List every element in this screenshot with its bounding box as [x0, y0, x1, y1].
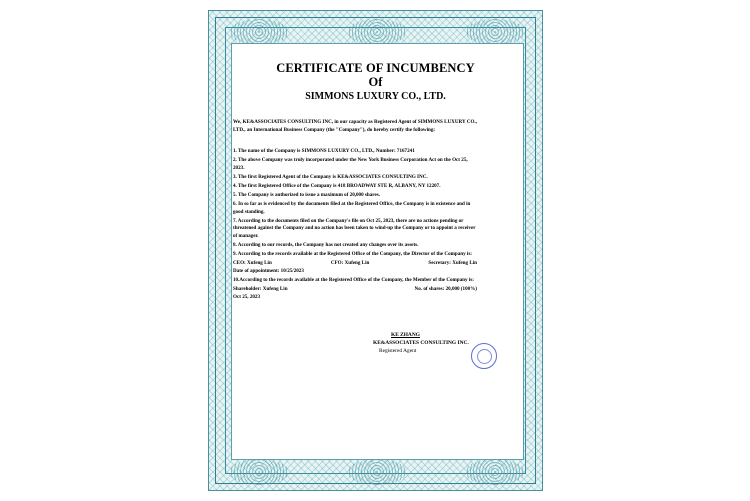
shareholder-row [233, 286, 477, 294]
seal-stamp-icon [471, 343, 497, 369]
list-item: 8. According to our records, the Company has not created any changes over its assets. [233, 242, 419, 249]
list-item: 5. The Company is authorized to issue a maximum of 20,000 shares. [233, 191, 380, 198]
signature-block [373, 331, 469, 355]
shareholder: Shareholder: Xufeng Lin [233, 285, 288, 292]
list-item: 3. The first Registered Agent of the Company is KE&ASSOCIATES CONSULTING INC. [233, 173, 428, 180]
secretary: Secretary: Xufeng Lin [428, 260, 477, 267]
signatory-company: KE&ASSOCIATES CONSULTING INC. [373, 340, 469, 346]
signatory-role: Registered Agent [379, 348, 417, 354]
intro-paragraph: We, KE&ASSOCIATES CONSULTING INC, in our capacity as Registered Agent of SIMMONS LUXURY CO., LTD., an International Business Company (the "Company"), do hereby certify the following: [233, 119, 477, 133]
appointment-date: Date of appointment: 10/25/2023 [233, 267, 304, 274]
certificate-title: CERTIFICATE OF INCUMBENCY [276, 61, 475, 75]
list-item: 7. According to the documents filed on the Company's file on Oct 25, 2023, there are no actions pending or threatened against the Company and no action has been taken to wind-up the Company or to appoint a receiver of manager. [233, 217, 476, 240]
shares: No. of shares: 20,000 (100%) [414, 285, 477, 292]
list-item: 6. In so far as is evidenced by the documents filed at the Registered Office, the Company is in existence and in good standing. [233, 200, 471, 215]
cfo: CFO: Xufeng Lin [330, 260, 370, 267]
guilloche-ornament [465, 19, 525, 45]
guilloche-ornament [347, 19, 407, 45]
ceo: CEO: Xufeng Lin [233, 260, 272, 267]
guilloche-ornament [229, 19, 289, 45]
list-item: 1. The name of the Company is SIMMONS LUXURY CO., LTD., Number: 7167241 [233, 148, 415, 154]
list-item: 4. The first Registered Office of the Company is 418 BROADWAY STE R, ALBANY, NY 12207. [233, 182, 441, 189]
list-item: 9. According to the records available at the Registered Office of the Company, the Director of the Company is: [233, 251, 472, 258]
issue-date: Oct 25, 2023 [233, 293, 261, 300]
guilloche-ornament [229, 459, 289, 485]
certificate-frame [208, 10, 543, 491]
list-item: 10.According to the records available at the Registered Office of the Company, the Member of the Company is: [233, 276, 474, 283]
certificate-title-of: Of [368, 75, 383, 89]
list-item: 2. The above Company was truly incorporated under the New York Business Corporation Act on the Oct 25, 2023. [233, 156, 468, 171]
company-title: SIMMONS LUXURY CO., LTD. [305, 91, 446, 102]
items-list [233, 148, 477, 303]
guilloche-ornament [347, 459, 407, 485]
signatory-name: KE ZHANG [391, 332, 420, 338]
officers-row [233, 260, 477, 268]
guilloche-ornament [465, 459, 525, 485]
